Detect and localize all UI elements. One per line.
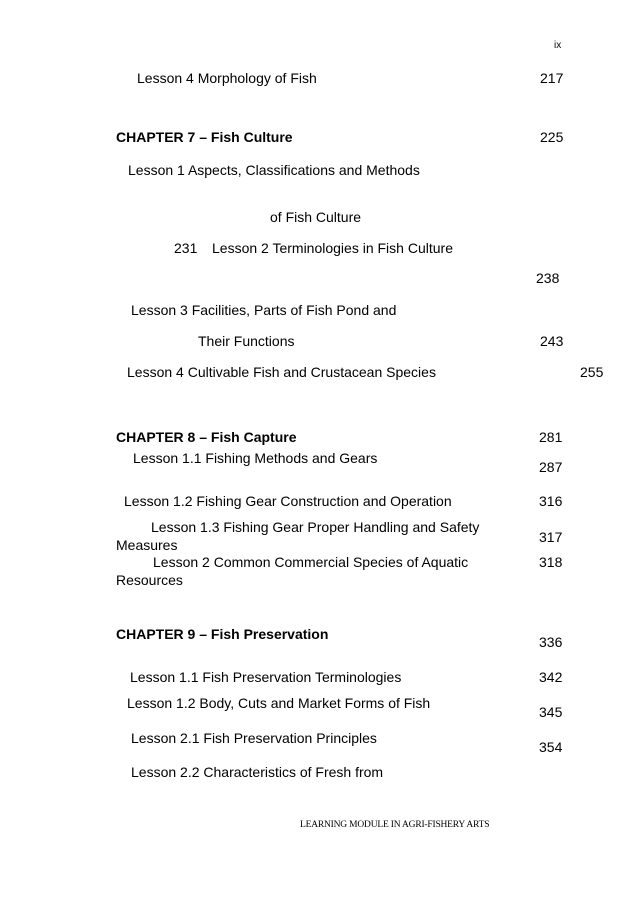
toc-entry-title: Lesson 2.2 Characteristics of Fresh from [131, 764, 384, 780]
toc-entry-title-continued: Resources [116, 572, 183, 588]
toc-entry-page: 342 [539, 669, 563, 685]
toc-entry-page: 336 [539, 634, 563, 650]
toc-entry-title: Lesson 3 Facilities, Parts of Fish Pond and [131, 302, 397, 318]
toc-entry-title: Lesson 1.2 Body, Cuts and Market Forms of Fish [127, 695, 431, 711]
toc-entry-title-continued: of Fish Culture [270, 209, 362, 225]
toc-entry-page: 243 [540, 333, 564, 349]
toc-entry-page: 354 [539, 739, 563, 755]
page-number: ix [554, 40, 562, 51]
toc-entry-page: 316 [539, 493, 563, 509]
page-footer: LEARNING MODULE IN AGRI-FISHERY ARTS [300, 820, 490, 830]
toc-entry-title: Lesson 1.1 Fish Preservation Terminologies [130, 669, 402, 685]
toc-entry-title: Lesson 2.1 Fish Preservation Principles [131, 730, 377, 746]
toc-entry-title: Lesson 1 Aspects, Classifications and Methods [128, 162, 420, 178]
toc-entry-page: 217 [540, 70, 564, 86]
toc-entry-page: 255 [580, 364, 604, 380]
toc-entry-title-continued: Their Functions [198, 333, 295, 349]
toc-entry-title: Lesson 4 Morphology of Fish [137, 70, 317, 86]
toc-entry-page: 318 [539, 554, 563, 570]
chapter-heading: CHAPTER 9 – Fish Preservation [116, 626, 329, 642]
toc-entry-page: 287 [539, 459, 563, 475]
chapter-heading: CHAPTER 7 – Fish Culture [116, 129, 293, 145]
toc-entry-page: 238 [536, 270, 560, 286]
toc-entry-page: 231 [174, 240, 198, 256]
toc-entry-page: 345 [539, 704, 563, 720]
toc-entry-title-continued: Measures [116, 537, 178, 553]
chapter-heading: CHAPTER 8 – Fish Capture [116, 429, 297, 445]
toc-entry-title: Lesson 4 Cultivable Fish and Crustacean Species [127, 364, 436, 380]
toc-entry-page: 281 [539, 429, 563, 445]
toc-entry-title: Lesson 1.2 Fishing Gear Construction and Operation [124, 493, 452, 509]
toc-entry-title: Lesson 2 Common Commercial Species of Aquatic [153, 554, 469, 570]
toc-entry-title: Lesson 2 Terminologies in Fish Culture [212, 240, 453, 256]
toc-entry-title: Lesson 1.3 Fishing Gear Proper Handling and Safety [151, 519, 480, 535]
toc-entry-title: Lesson 1.1 Fishing Methods and Gears [133, 450, 378, 466]
toc-entry-page: 225 [540, 129, 564, 145]
toc-entry-page: 317 [539, 529, 563, 545]
